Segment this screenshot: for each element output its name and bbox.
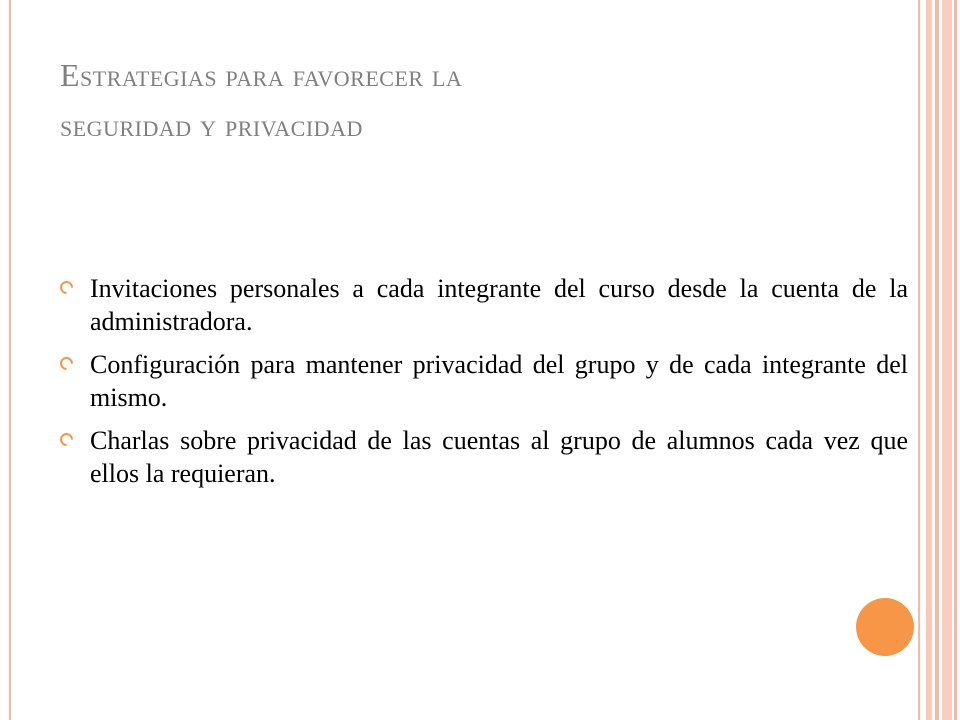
right-stripe xyxy=(918,0,920,720)
bullet-text: Invitaciones personales a cada integrante del curso desde la cuenta de la administradora. xyxy=(90,274,908,336)
list-item xyxy=(58,348,908,414)
bullet-text: Charlas sobre privacidad de las cuentas al grupo de alumnos cada vez que ellos la requieran. xyxy=(90,426,908,488)
slide-title xyxy=(60,50,880,150)
open-circle-bullet-icon xyxy=(57,430,75,448)
open-circle-bullet-icon xyxy=(57,354,75,372)
bullet-text: Configuración para mantener privacidad del grupo y de cada integrante del mismo. xyxy=(90,350,908,412)
slide-title-line-2: seguridad y privacidad xyxy=(60,107,363,143)
right-stripe xyxy=(942,0,952,720)
right-stripe xyxy=(954,0,957,720)
slide-title-line-1: Estrategias para favorecer la xyxy=(60,57,463,93)
right-stripe xyxy=(935,0,939,720)
list-item xyxy=(58,424,908,490)
open-circle-bullet-icon xyxy=(57,278,75,296)
list-item xyxy=(58,272,908,338)
bullet-list xyxy=(58,272,908,500)
right-stripe xyxy=(926,0,932,720)
left-border-line xyxy=(9,0,11,720)
orange-circle-icon xyxy=(856,598,914,656)
